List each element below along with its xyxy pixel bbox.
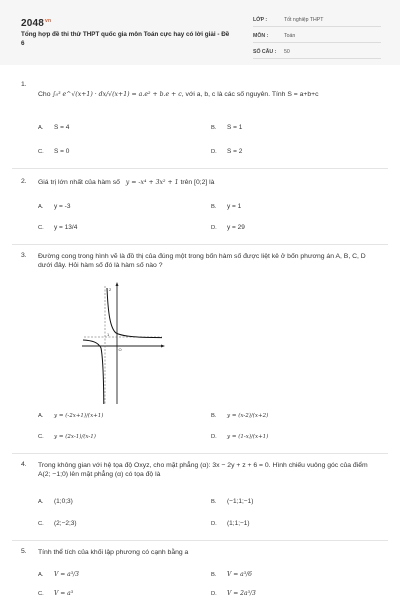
option-d[interactable]: D. (1;1;−1) [211, 520, 250, 527]
option-c[interactable]: C. V = a³ [38, 590, 74, 597]
curve-right-branch [107, 288, 162, 338]
function-formula: y = -x⁴ + 3x² + 1 [125, 179, 179, 186]
option-b[interactable]: B. (−1;1;−1) [211, 498, 254, 505]
x-axis-arrow [161, 345, 165, 348]
meta-count-value: 50 [284, 49, 290, 55]
integral-formula: ∫₀³ e^√(x+1) · dx/√(x+1) = a.e² + b.e + c [52, 91, 182, 98]
question-4 [21, 461, 381, 536]
question-number: 5. [21, 548, 27, 555]
question-number: 3. [21, 252, 27, 259]
option-b[interactable]: B. S = 1 [211, 124, 243, 131]
meta-class [253, 15, 381, 27]
option-d[interactable]: D. y = (1-x)/(x+1) [211, 434, 269, 440]
option-d[interactable]: D. V = 2a³/3 [211, 590, 256, 597]
question-1 [21, 81, 381, 161]
divider [12, 453, 388, 454]
question-text: Đường cong trong hình vẽ là đồ thị của đúng một trong bốn hàm số được liệt kê ở bốn phương án A, B, C, D dưới đây. Hỏi hàm số đó là hàm số nào ? [38, 253, 366, 269]
option-c[interactable]: C. y = (2x-1)/(x-1) [38, 434, 96, 440]
meta-class-value: Tốt nghiệp THPT [284, 17, 324, 23]
option-b[interactable]: B. y = 1 [211, 203, 242, 210]
option-c[interactable]: C. S = 0 [38, 148, 70, 155]
question-5 [21, 548, 381, 600]
option-d[interactable]: D. S = 2 [211, 148, 243, 155]
divider [12, 168, 388, 169]
option-a[interactable]: A. y = -3 [38, 203, 71, 210]
graph-label-1: 1 [107, 332, 110, 337]
meta-count-key: SỐ CÂU : [253, 49, 277, 55]
meta-subject-value: Toán [284, 33, 296, 39]
meta-subject-key: MÔN : [253, 33, 269, 39]
option-a[interactable]: A. V = a³/3 [38, 571, 79, 578]
exam-header [0, 0, 400, 65]
option-c[interactable]: C. (2;−2;3) [38, 520, 77, 527]
divider [12, 244, 388, 245]
y-axis-arrow [116, 282, 119, 286]
question-text [38, 90, 381, 99]
option-b[interactable]: B. y = (x-2)/(x+2) [211, 413, 269, 419]
option-a[interactable]: A. (1;0;3) [38, 498, 73, 505]
question-3 [21, 252, 381, 447]
divider [12, 540, 388, 541]
option-d[interactable]: D. y = 29 [211, 224, 245, 231]
question-text [38, 178, 381, 187]
option-b[interactable]: B. V = a³/6 [211, 571, 252, 578]
document-title: Tổng hợp đề thi thử THPT quốc gia môn Toán cực hay có lời giải - Đề 6 [21, 31, 230, 47]
question-number: 4. [21, 461, 27, 468]
question-text-before: Giá trị lớn nhất của hàm số [38, 179, 120, 186]
question-text-after: , với a, b, c là các số nguyên. Tính S = a+b+c [181, 91, 319, 98]
question-text: Tính thể tích của khối lập phương có cạnh bằng a [38, 549, 189, 556]
meta-class-key: LỚP : [253, 17, 268, 23]
option-a[interactable]: A. y = (-2x+1)/(x+1) [38, 413, 104, 419]
brand-logo[interactable]: $2048^{vn}$ [21, 18, 52, 29]
meta-subject [253, 31, 381, 43]
graph-label-origin: O [118, 347, 122, 352]
meta-count [253, 47, 381, 59]
question-2 [21, 178, 381, 238]
question-number: 1. [21, 81, 27, 88]
question-text: Trong không gian với hệ tọa độ Oxyz, cho mặt phẳng (α): 3x − 2y + z + 6 = 0. Hình chiếu vuông góc của điểm A(2; −1;0) lên mặt phẳng (α) có tọa độ là [38, 462, 368, 478]
question-text-after: trên [0;2] là [180, 179, 215, 186]
function-graph [80, 282, 165, 407]
question-number: 2. [21, 178, 27, 185]
option-a[interactable]: A. S = 4 [38, 124, 70, 131]
question-text-before: Cho [38, 91, 51, 98]
graph-label-2: 2 [109, 287, 112, 292]
option-c[interactable]: C. y = 13/4 [38, 224, 78, 231]
curve-left-branch [83, 340, 104, 404]
